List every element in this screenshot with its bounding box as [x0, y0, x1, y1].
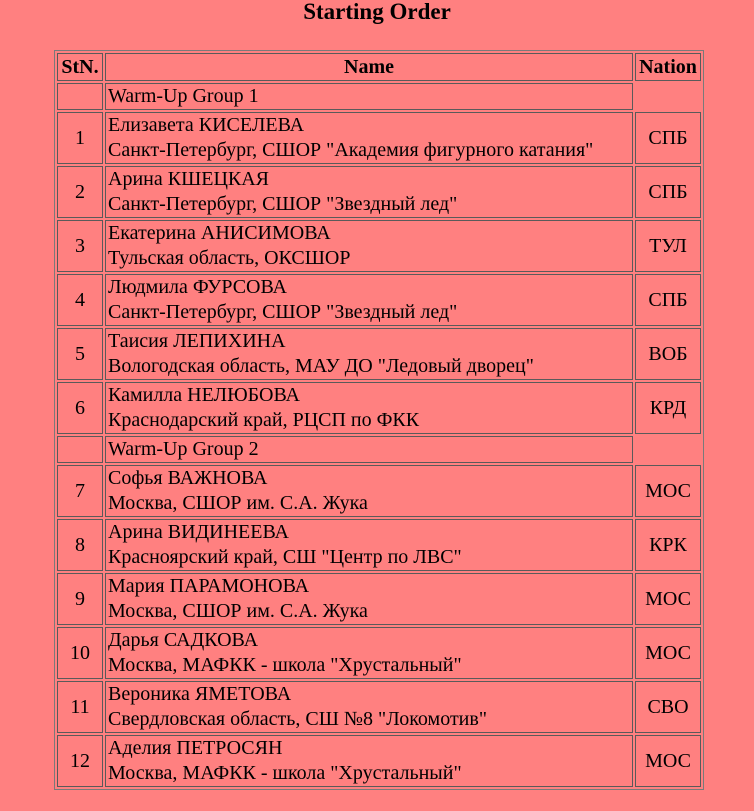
start-number: 1: [57, 112, 103, 164]
skater-cell: [105, 166, 633, 218]
header-stn: StN.: [57, 53, 103, 81]
skater-club: Красноярский край, СШ "Центр по ЛВС": [108, 546, 462, 568]
skater-club: Санкт-Петербург, СШОР "Звездный лед": [108, 193, 458, 215]
skater-name: Дарья САДКОВА: [108, 629, 259, 651]
nation-code: КРК: [635, 519, 701, 571]
skater-cell: [105, 112, 633, 164]
header-name: Name: [105, 53, 633, 81]
start-number: 2: [57, 166, 103, 218]
warmup-group-label: Warm-Up Group 2: [105, 436, 633, 463]
nation-code: СПБ: [635, 274, 701, 326]
start-number: 9: [57, 573, 103, 625]
table-row: [57, 681, 701, 733]
nation-code: МОС: [635, 573, 701, 625]
skater-name: Камилла НЕЛЮБОВА: [108, 384, 300, 406]
table-row: [57, 573, 701, 625]
warmup-group-row: [57, 436, 701, 463]
starting-order-table: [54, 50, 704, 790]
header-row: [57, 53, 701, 81]
skater-club: Москва, СШОР им. С.А. Жука: [108, 600, 368, 622]
nation-code: СВО: [635, 681, 701, 733]
header-nation: Nation: [635, 53, 701, 81]
skater-club: Свердловская область, СШ №8 "Локомотив": [108, 708, 487, 730]
skater-club: Санкт-Петербург, СШОР "Академия фигурного катания": [108, 139, 594, 161]
warmup-group-row: [57, 83, 701, 110]
skater-club: Краснодарский край, РЦСП по ФКК: [108, 409, 420, 431]
warmup-group-label: Warm-Up Group 1: [105, 83, 633, 110]
skater-name: Софья ВАЖНОВА: [108, 467, 268, 489]
table-row: [57, 166, 701, 218]
skater-cell: [105, 274, 633, 326]
table-row: [57, 112, 701, 164]
group-blank-cell: [57, 436, 103, 463]
skater-cell: [105, 735, 633, 787]
skater-cell: [105, 681, 633, 733]
nation-code: МОС: [635, 465, 701, 517]
nation-code: ВОБ: [635, 328, 701, 380]
skater-club: Москва, МАФКК - школа "Хрустальный": [108, 654, 462, 676]
skater-cell: [105, 382, 633, 434]
skater-club: Москва, МАФКК - школа "Хрустальный": [108, 762, 462, 784]
table-row: [57, 627, 701, 679]
skater-name: Арина ВИДИНЕЕВА: [108, 521, 289, 543]
skater-cell: [105, 519, 633, 571]
start-number: 3: [57, 220, 103, 272]
skater-name: Людмила ФУРСОВА: [108, 276, 287, 298]
skater-cell: [105, 220, 633, 272]
skater-name: Вероника ЯМЕТОВА: [108, 683, 292, 705]
start-number: 5: [57, 328, 103, 380]
table-row: [57, 382, 701, 434]
skater-cell: [105, 465, 633, 517]
skater-club: Вологодская область, МАУ ДО "Ледовый дворец": [108, 355, 534, 377]
skater-cell: [105, 573, 633, 625]
skater-name: Елизавета КИСЕЛЕВА: [108, 114, 305, 136]
skater-name: Екатерина АНИСИМОВА: [108, 222, 331, 244]
table-row: [57, 220, 701, 272]
skater-club: Москва, СШОР им. С.А. Жука: [108, 492, 368, 514]
skater-name: Арина КШЕЦКАЯ: [108, 168, 270, 190]
nation-code: ТУЛ: [635, 220, 701, 272]
table-row: [57, 465, 701, 517]
skater-name: Аделия ПЕТРОСЯН: [108, 737, 283, 759]
skater-name: Мария ПАРАМОНОВА: [108, 575, 310, 597]
start-number: 7: [57, 465, 103, 517]
skater-club: Тульская область, ОКСШОР: [108, 247, 351, 269]
group-blank-cell: [57, 83, 103, 110]
page-title: Starting Order: [303, 0, 451, 24]
nation-code: КРД: [635, 382, 701, 434]
start-number: 12: [57, 735, 103, 787]
skater-club: Санкт-Петербург, СШОР "Звездный лед": [108, 301, 458, 323]
start-number: 10: [57, 627, 103, 679]
start-number: 11: [57, 681, 103, 733]
table-row: [57, 519, 701, 571]
table-row: [57, 274, 701, 326]
start-number: 8: [57, 519, 103, 571]
nation-code: МОС: [635, 627, 701, 679]
start-number: 4: [57, 274, 103, 326]
table-row: [57, 735, 701, 787]
skater-name: Таисия ЛЕПИХИНА: [108, 330, 286, 352]
skater-cell: [105, 627, 633, 679]
nation-code: МОС: [635, 735, 701, 787]
nation-code: СПБ: [635, 112, 701, 164]
nation-code: СПБ: [635, 166, 701, 218]
table-row: [57, 328, 701, 380]
skater-cell: [105, 328, 633, 380]
start-number: 6: [57, 382, 103, 434]
